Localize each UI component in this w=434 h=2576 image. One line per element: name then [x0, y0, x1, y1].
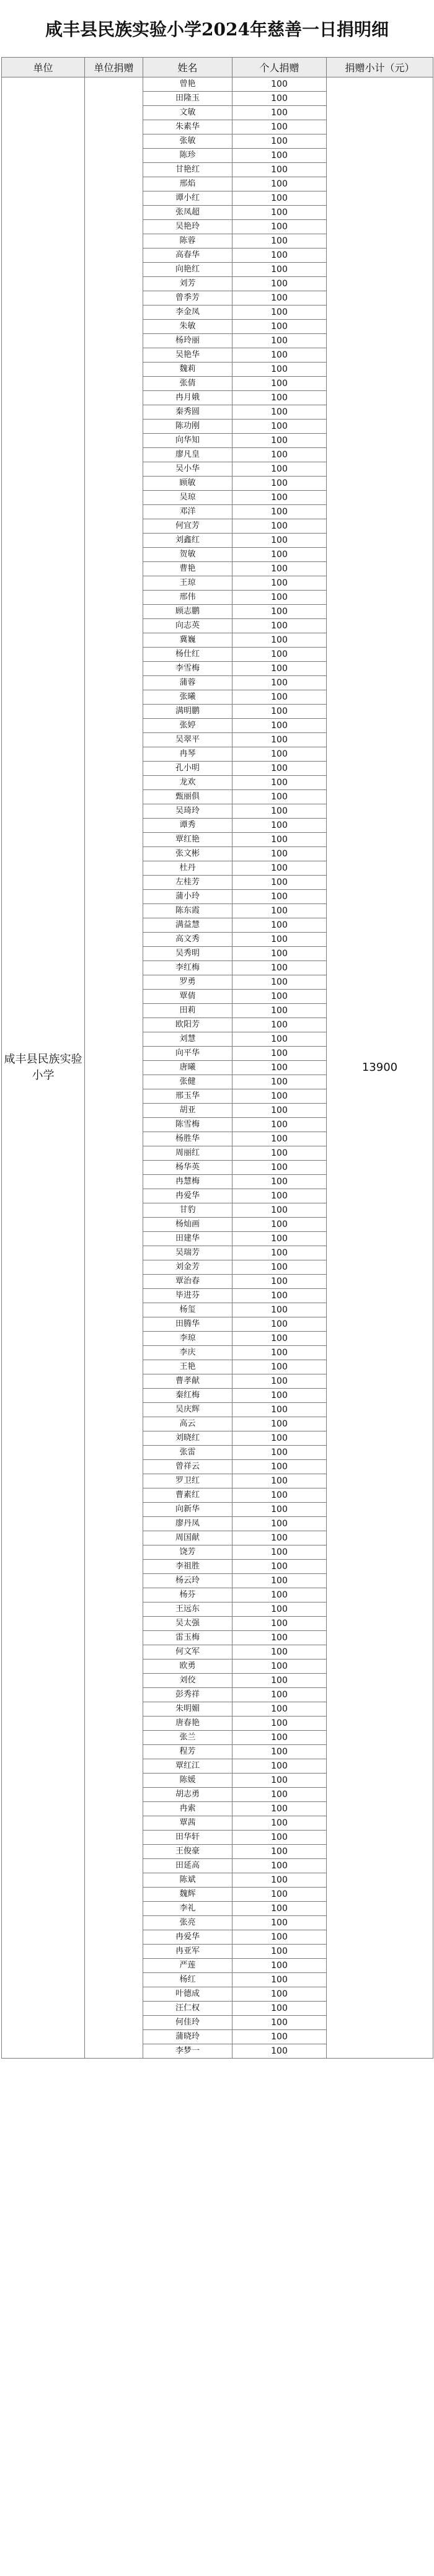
donor-name-cell: 陈雪梅: [143, 1118, 232, 1132]
donor-name-cell: 周国献: [143, 1531, 232, 1545]
donation-amount-cell: 100: [232, 106, 327, 120]
donor-name-cell: 高云: [143, 1417, 232, 1431]
donation-amount-cell: 100: [232, 1018, 327, 1032]
donor-name-cell: 胡亚: [143, 1104, 232, 1118]
subtotal-cell: 13900: [327, 77, 433, 2059]
donation-amount-cell: 100: [232, 1688, 327, 1702]
donation-amount-cell: 100: [232, 1403, 327, 1417]
donation-amount-cell: 100: [232, 1617, 327, 1631]
donor-name-cell: 田莉: [143, 1004, 232, 1018]
donor-name-cell: 李梦一: [143, 2044, 232, 2059]
donor-name-cell: 吴艳华: [143, 348, 232, 363]
donor-name-cell: 田延高: [143, 1859, 232, 1873]
donation-amount-cell: 100: [232, 1930, 327, 1945]
donor-name-cell: 秦红梅: [143, 1389, 232, 1403]
donation-amount-cell: 100: [232, 662, 327, 676]
donor-name-cell: 王俊豪: [143, 1845, 232, 1859]
donation-amount-cell: 100: [232, 1360, 327, 1374]
donation-amount-cell: 100: [232, 391, 327, 405]
donation-amount-cell: 100: [232, 2030, 327, 2044]
donor-name-cell: 刘佼: [143, 1674, 232, 1688]
donor-name-cell: 刘芳: [143, 277, 232, 291]
donor-name-cell: 李金凤: [143, 306, 232, 320]
document-title: 咸丰县民族实验小学2024年慈善一日捐明细: [45, 19, 389, 40]
donor-name-cell: 张兰: [143, 1731, 232, 1745]
donation-amount-cell: 100: [232, 348, 327, 363]
donation-amount-cell: 100: [232, 619, 327, 633]
donation-amount-cell: 100: [232, 1531, 327, 1545]
donation-amount-cell: 100: [232, 191, 327, 206]
donor-name-cell: 朱明媚: [143, 1702, 232, 1717]
donor-name-cell: 甘豹: [143, 1203, 232, 1218]
donation-amount-cell: 100: [232, 405, 327, 420]
donor-name-cell: 冉亚军: [143, 1945, 232, 1959]
donor-name-cell: 何佳玲: [143, 2016, 232, 2030]
donation-amount-cell: 100: [232, 847, 327, 861]
donation-amount-cell: 100: [232, 1588, 327, 1602]
donor-name-cell: 雷玉梅: [143, 1631, 232, 1645]
donor-name-cell: 汪仁权: [143, 2002, 232, 2016]
donor-name-cell: 罗勇: [143, 975, 232, 990]
donor-name-cell: 王远东: [143, 1602, 232, 1617]
donor-name-cell: 杨仕红: [143, 648, 232, 662]
donation-amount-cell: 100: [232, 933, 327, 947]
donation-amount-cell: 100: [232, 1374, 327, 1389]
donor-name-cell: 周丽红: [143, 1146, 232, 1161]
donation-amount-cell: 100: [232, 149, 327, 163]
donation-amount-cell: 100: [232, 277, 327, 291]
donor-name-cell: 左桂芳: [143, 876, 232, 890]
donor-name-cell: 满明鹏: [143, 705, 232, 719]
donation-amount-cell: 100: [232, 1104, 327, 1118]
donation-amount-cell: 100: [232, 234, 327, 248]
donation-amount-cell: 100: [232, 1545, 327, 1560]
donor-name-cell: 吴琼: [143, 491, 232, 505]
donor-name-cell: 蒲小玲: [143, 890, 232, 904]
donor-name-cell: 顾敏: [143, 477, 232, 491]
donor-name-cell: 吴小华: [143, 462, 232, 477]
donation-amount-cell: 100: [232, 719, 327, 733]
donor-name-cell: 曹素红: [143, 1488, 232, 1503]
donation-amount-cell: 100: [232, 434, 327, 448]
header-row: [2, 58, 433, 77]
donation-amount-cell: 100: [232, 1859, 327, 1873]
donation-amount-cell: 100: [232, 1731, 327, 1745]
donation-amount-cell: 100: [232, 320, 327, 334]
donor-name-cell: 孔小明: [143, 762, 232, 776]
donor-name-cell: 邢玉华: [143, 1089, 232, 1104]
donation-amount-cell: 100: [232, 804, 327, 819]
donation-amount-cell: 100: [232, 263, 327, 277]
donor-name-cell: 陈媛: [143, 1774, 232, 1788]
donation-amount-cell: 100: [232, 477, 327, 491]
donation-amount-cell: 100: [232, 1759, 327, 1774]
donor-name-cell: 李雪梅: [143, 662, 232, 676]
donation-amount-cell: 100: [232, 1446, 327, 1460]
donation-table: [1, 57, 433, 2059]
donor-name-cell: 吴太强: [143, 1617, 232, 1631]
donor-name-cell: 曹孝献: [143, 1374, 232, 1389]
donor-name-cell: 高文秀: [143, 933, 232, 947]
donation-amount-cell: 100: [232, 961, 327, 975]
donation-amount-cell: 100: [232, 134, 327, 149]
donor-name-cell: 向艳红: [143, 263, 232, 277]
donor-name-cell: 杨玲丽: [143, 334, 232, 348]
donor-name-cell: 蒲晓玲: [143, 2030, 232, 2044]
donation-amount-cell: 100: [232, 377, 327, 391]
donation-amount-cell: 100: [232, 1959, 327, 1973]
table-body: [2, 77, 433, 2059]
donor-name-cell: 刘晓红: [143, 1431, 232, 1446]
donor-name-cell: 彭秀祥: [143, 1688, 232, 1702]
header-name: 姓名: [143, 58, 232, 77]
donor-name-cell: 甄丽俱: [143, 790, 232, 804]
donor-name-cell: 张凤超: [143, 206, 232, 220]
donation-amount-cell: 100: [232, 1332, 327, 1346]
donation-amount-cell: 100: [232, 548, 327, 562]
donation-amount-cell: 100: [232, 1232, 327, 1246]
donation-amount-cell: 100: [232, 1275, 327, 1289]
donation-amount-cell: 100: [232, 1218, 327, 1232]
donation-amount-cell: 100: [232, 1873, 327, 1888]
donor-name-cell: 秦秀圆: [143, 405, 232, 420]
donor-name-cell: 覃茜: [143, 1816, 232, 1831]
donation-amount-cell: 100: [232, 562, 327, 576]
donation-amount-cell: 100: [232, 776, 327, 790]
donor-name-cell: 高春华: [143, 248, 232, 263]
donation-amount-cell: 100: [232, 1560, 327, 1574]
donor-name-cell: 杨灿画: [143, 1218, 232, 1232]
donation-amount-cell: 100: [232, 1517, 327, 1531]
donation-amount-cell: 100: [232, 220, 327, 234]
donor-name-cell: 张文彬: [143, 847, 232, 861]
donor-name-cell: 陈斌: [143, 1873, 232, 1888]
donor-name-cell: 龙欢: [143, 776, 232, 790]
donor-name-cell: 邢焰: [143, 177, 232, 191]
donor-name-cell: 陈东霞: [143, 904, 232, 918]
donation-amount-cell: 100: [232, 1417, 327, 1431]
donor-name-cell: 刘金芳: [143, 1260, 232, 1275]
donor-name-cell: 向华知: [143, 434, 232, 448]
donor-name-cell: 廖凡皇: [143, 448, 232, 462]
donor-name-cell: 魏辉: [143, 1888, 232, 1902]
donor-name-cell: 唐曦: [143, 1061, 232, 1075]
donation-amount-cell: 100: [232, 1246, 327, 1260]
donor-name-cell: 向志英: [143, 619, 232, 633]
donor-name-cell: 朱素华: [143, 120, 232, 134]
donor-name-cell: 邓洋: [143, 505, 232, 519]
donor-name-cell: 田华轩: [143, 1831, 232, 1845]
donation-amount-cell: 100: [232, 1118, 327, 1132]
donor-name-cell: 陈蓉: [143, 234, 232, 248]
donor-name-cell: 向新华: [143, 1503, 232, 1517]
donor-name-cell: 冉月娥: [143, 391, 232, 405]
donation-amount-cell: 100: [232, 1574, 327, 1588]
donor-name-cell: 王琼: [143, 576, 232, 591]
donation-amount-cell: 100: [232, 1945, 327, 1959]
donor-name-cell: 谭小红: [143, 191, 232, 206]
donation-amount-cell: 100: [232, 1146, 327, 1161]
donation-amount-cell: 100: [232, 947, 327, 961]
donation-amount-cell: 100: [232, 1346, 327, 1360]
donation-amount-cell: 100: [232, 1189, 327, 1203]
donor-name-cell: 何宜芳: [143, 519, 232, 534]
donation-amount-cell: 100: [232, 1303, 327, 1317]
donation-amount-cell: 100: [232, 676, 327, 690]
donation-amount-cell: 100: [232, 605, 327, 619]
donation-amount-cell: 100: [232, 1987, 327, 2002]
donation-amount-cell: 100: [232, 462, 327, 477]
donation-amount-cell: 100: [232, 918, 327, 933]
donor-name-cell: 谭秀: [143, 819, 232, 833]
header-personal-donation: 个人捐赠: [232, 58, 327, 77]
donor-name-cell: 曹艳: [143, 562, 232, 576]
donation-amount-cell: 100: [232, 420, 327, 434]
donation-amount-cell: 100: [232, 1788, 327, 1802]
donation-amount-cell: 100: [232, 633, 327, 648]
donation-amount-cell: 100: [232, 77, 327, 92]
donation-amount-cell: 100: [232, 1631, 327, 1645]
donation-amount-cell: 100: [232, 1061, 327, 1075]
donation-amount-cell: 100: [232, 1745, 327, 1759]
donation-amount-cell: 100: [232, 1702, 327, 1717]
donor-name-cell: 冉慧梅: [143, 1175, 232, 1189]
donation-amount-cell: 100: [232, 1831, 327, 1845]
donor-name-cell: 吴艳玲: [143, 220, 232, 234]
unit-donation-cell: [85, 77, 143, 2059]
donation-amount-cell: 100: [232, 1774, 327, 1788]
donation-amount-cell: 100: [232, 1659, 327, 1674]
donation-amount-cell: 100: [232, 1802, 327, 1816]
donation-amount-cell: 100: [232, 576, 327, 591]
donor-name-cell: 曾祥云: [143, 1460, 232, 1474]
donation-amount-cell: 100: [232, 1674, 327, 1688]
donation-amount-cell: 100: [232, 1389, 327, 1403]
donor-name-cell: 曾艳: [143, 77, 232, 92]
donor-name-cell: 李祖胜: [143, 1560, 232, 1574]
donor-name-cell: 王艳: [143, 1360, 232, 1374]
donor-name-cell: 田隆玉: [143, 92, 232, 106]
donor-name-cell: 张婷: [143, 719, 232, 733]
donor-name-cell: 冉爱华: [143, 1189, 232, 1203]
donation-amount-cell: 100: [232, 519, 327, 534]
donation-amount-cell: 100: [232, 491, 327, 505]
donation-amount-cell: 100: [232, 206, 327, 220]
donation-amount-cell: 100: [232, 1175, 327, 1189]
donor-name-cell: 冉琴: [143, 747, 232, 762]
header-unit-donation: 单位捐赠: [85, 58, 143, 77]
donor-name-cell: 毕进芬: [143, 1289, 232, 1303]
donation-amount-cell: 100: [232, 120, 327, 134]
donation-amount-cell: 100: [232, 648, 327, 662]
donation-amount-cell: 100: [232, 819, 327, 833]
donor-name-cell: 杨红: [143, 1973, 232, 1987]
donor-name-cell: 欧勇: [143, 1659, 232, 1674]
donation-amount-cell: 100: [232, 2002, 327, 2016]
donation-amount-cell: 100: [232, 1973, 327, 1987]
donor-name-cell: 叶德成: [143, 1987, 232, 2002]
donor-name-cell: 吴秀明: [143, 947, 232, 961]
donor-name-cell: 严莲: [143, 1959, 232, 1973]
donation-amount-cell: 100: [232, 1460, 327, 1474]
donor-name-cell: 顾志鹏: [143, 605, 232, 619]
donation-amount-cell: 100: [232, 1161, 327, 1175]
donor-name-cell: 杨云玲: [143, 1574, 232, 1588]
donor-name-cell: 胡志勇: [143, 1788, 232, 1802]
donor-name-cell: 李庆: [143, 1346, 232, 1360]
donation-amount-cell: 100: [232, 876, 327, 890]
donation-amount-cell: 100: [232, 1317, 327, 1332]
donor-name-cell: 冀巍: [143, 633, 232, 648]
donation-amount-cell: 100: [232, 705, 327, 719]
donor-name-cell: 甘艳红: [143, 163, 232, 177]
donor-name-cell: 罗卫红: [143, 1474, 232, 1488]
donor-name-cell: 文敏: [143, 106, 232, 120]
donor-name-cell: 唐春艳: [143, 1717, 232, 1731]
donation-amount-cell: 100: [232, 1503, 327, 1517]
donor-name-cell: 李红梅: [143, 961, 232, 975]
donor-name-cell: 杨玺: [143, 1303, 232, 1317]
donor-name-cell: 向平华: [143, 1047, 232, 1061]
donor-name-cell: 吴瑞芳: [143, 1246, 232, 1260]
donor-name-cell: 覃治春: [143, 1275, 232, 1289]
donation-amount-cell: 100: [232, 1289, 327, 1303]
donation-amount-cell: 100: [232, 990, 327, 1004]
donation-amount-cell: 100: [232, 904, 327, 918]
donation-amount-cell: 100: [232, 762, 327, 776]
donation-amount-cell: 100: [232, 1203, 327, 1218]
donation-amount-cell: 100: [232, 790, 327, 804]
donation-amount-cell: 100: [232, 1075, 327, 1089]
donor-name-cell: 杨华英: [143, 1161, 232, 1175]
donor-name-cell: 陈功刚: [143, 420, 232, 434]
donor-name-cell: 张亮: [143, 1916, 232, 1930]
donation-amount-cell: 100: [232, 1916, 327, 1930]
donation-amount-cell: 100: [232, 690, 327, 705]
donation-amount-cell: 100: [232, 306, 327, 320]
donation-amount-cell: 100: [232, 2016, 327, 2030]
donor-name-cell: 饶芳: [143, 1545, 232, 1560]
donation-amount-cell: 100: [232, 92, 327, 106]
donation-amount-cell: 100: [232, 334, 327, 348]
donor-name-cell: 满益慧: [143, 918, 232, 933]
donation-amount-cell: 100: [232, 1132, 327, 1146]
donor-name-cell: 李琼: [143, 1332, 232, 1346]
donation-amount-cell: 100: [232, 2044, 327, 2059]
donation-amount-cell: 100: [232, 591, 327, 605]
donor-name-cell: 吴翠平: [143, 733, 232, 747]
donation-amount-cell: 100: [232, 1845, 327, 1859]
donation-amount-cell: 100: [232, 291, 327, 306]
donor-name-cell: 杨芬: [143, 1588, 232, 1602]
donor-name-cell: 朱敏: [143, 320, 232, 334]
donation-amount-cell: 100: [232, 1645, 327, 1659]
donor-name-cell: 邢伟: [143, 591, 232, 605]
donation-amount-cell: 100: [232, 1047, 327, 1061]
donation-amount-cell: 100: [232, 890, 327, 904]
donor-name-cell: 李礼: [143, 1902, 232, 1916]
table-row: [2, 77, 433, 92]
donation-amount-cell: 100: [232, 1888, 327, 1902]
donation-amount-cell: 100: [232, 505, 327, 519]
donation-amount-cell: 100: [232, 733, 327, 747]
donor-name-cell: 杨胜华: [143, 1132, 232, 1146]
donation-amount-cell: 100: [232, 534, 327, 548]
donor-name-cell: 田腾华: [143, 1317, 232, 1332]
donation-amount-cell: 100: [232, 1717, 327, 1731]
donor-name-cell: 冉爱华: [143, 1930, 232, 1945]
donation-amount-cell: 100: [232, 1004, 327, 1018]
donation-amount-cell: 100: [232, 248, 327, 263]
donation-amount-cell: 100: [232, 1260, 327, 1275]
donation-amount-cell: 100: [232, 861, 327, 876]
donor-name-cell: 程芳: [143, 1745, 232, 1759]
donor-name-cell: 张倩: [143, 377, 232, 391]
donor-name-cell: 欧阳芳: [143, 1018, 232, 1032]
donor-name-cell: 吴琦玲: [143, 804, 232, 819]
donation-amount-cell: 100: [232, 1488, 327, 1503]
donor-name-cell: 刘慧: [143, 1032, 232, 1047]
donor-name-cell: 张敏: [143, 134, 232, 149]
donor-name-cell: 张健: [143, 1075, 232, 1089]
donation-amount-cell: 100: [232, 1816, 327, 1831]
donation-amount-cell: 100: [232, 1474, 327, 1488]
donor-name-cell: 魏莉: [143, 363, 232, 377]
donor-name-cell: 何文军: [143, 1645, 232, 1659]
donor-name-cell: 覃红艳: [143, 833, 232, 847]
donor-name-cell: 覃红江: [143, 1759, 232, 1774]
donor-name-cell: 冉索: [143, 1802, 232, 1816]
donor-name-cell: 张雷: [143, 1446, 232, 1460]
donor-name-cell: 蒲蓉: [143, 676, 232, 690]
donation-amount-cell: 100: [232, 1032, 327, 1047]
donor-name-cell: 田建华: [143, 1232, 232, 1246]
donation-amount-cell: 100: [232, 1602, 327, 1617]
donation-amount-cell: 100: [232, 1902, 327, 1916]
donation-amount-cell: 100: [232, 177, 327, 191]
donor-name-cell: 贺敏: [143, 548, 232, 562]
header-subtotal: 捐赠小计（元）: [327, 58, 433, 77]
donation-amount-cell: 100: [232, 1089, 327, 1104]
donor-name-cell: 曾季芳: [143, 291, 232, 306]
header-unit: 单位: [2, 58, 85, 77]
donation-amount-cell: 100: [232, 1431, 327, 1446]
donor-name-cell: 吴庆辉: [143, 1403, 232, 1417]
unit-name-cell: 咸丰县民族实验小学: [2, 77, 85, 2059]
donor-name-cell: 覃倩: [143, 990, 232, 1004]
donation-amount-cell: 100: [232, 833, 327, 847]
donation-amount-cell: 100: [232, 448, 327, 462]
donor-name-cell: 张曦: [143, 690, 232, 705]
donor-name-cell: 廖丹凤: [143, 1517, 232, 1531]
donation-amount-cell: 100: [232, 363, 327, 377]
donor-name-cell: 陈珍: [143, 149, 232, 163]
donor-name-cell: 杜丹: [143, 861, 232, 876]
donation-amount-cell: 100: [232, 163, 327, 177]
donor-name-cell: 刘鑫红: [143, 534, 232, 548]
donation-amount-cell: 100: [232, 747, 327, 762]
donation-amount-cell: 100: [232, 975, 327, 990]
